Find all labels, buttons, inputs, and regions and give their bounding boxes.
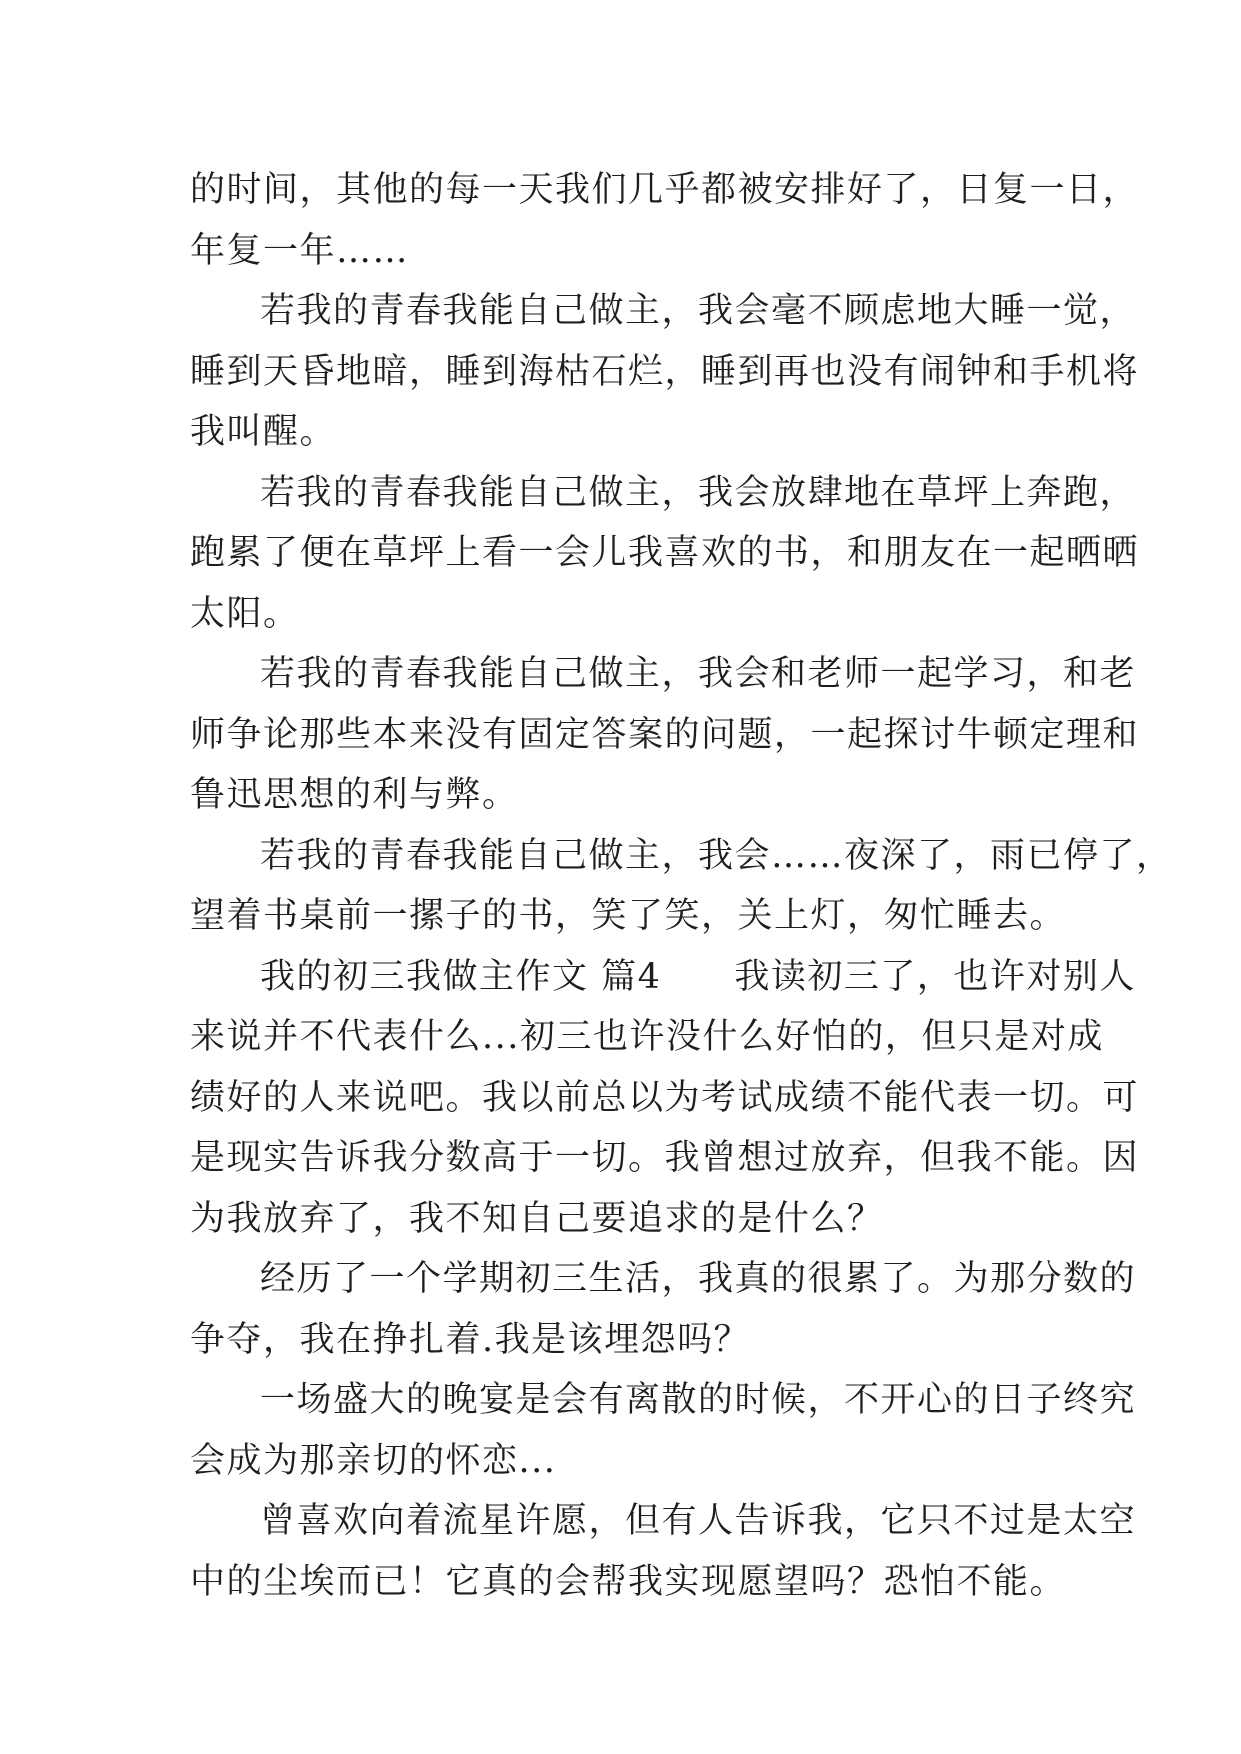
text-line: 来说并不代表什么...初三也许没什么好怕的，但只是对成: [190, 1017, 1104, 1057]
text-line: 若我的青春我能自己做主，我会放肆地在草坪上奔跑，: [260, 472, 1137, 513]
text-line: 为我放弃了，我不知自己要追求的是什么？: [190, 1198, 884, 1239]
text-line: 若我的青春我能自己做主，我会毫不顾虑地大睡一觉，: [260, 291, 1137, 331]
text-line: 是现实告诉我分数高于一切。我曾想过放弃，但我不能。因: [190, 1138, 1140, 1178]
text-line: 中的尘埃而已！它真的会帮我实现愿望吗？恐怕不能。: [190, 1561, 1067, 1602]
text-line: 鲁迅思想的利与弊。: [190, 775, 519, 815]
text-line: 睡到天昏地暗，睡到海枯石烂，睡到再也没有闹钟和手机将: [190, 351, 1140, 392]
text-line: 若我的青春我能自己做主，我会……夜深了，雨已停了，: [260, 835, 1173, 876]
text-line: 太阳。: [190, 593, 300, 634]
text-line: 一场盛大的晚宴是会有离散的时候，不开心的日子终究: [260, 1380, 1137, 1420]
text-line: 我叫醒。: [190, 412, 337, 452]
text-line: 经历了一个学期初三生活，我真的很累了。为那分数的: [260, 1259, 1137, 1299]
text-line: 师争论那些本来没有固定答案的问题，一起探讨牛顿定理和: [190, 714, 1140, 755]
text-line: 绩好的人来说吧。我以前总以为考试成绩不能代表一切。可: [190, 1077, 1140, 1118]
text-line: 会成为那亲切的怀恋...: [190, 1440, 557, 1481]
text-line: 的时间，其他的每一天我们几乎都被安排好了，日复一日，: [190, 170, 1140, 210]
text-line: 跑累了便在草坪上看一会儿我喜欢的书，和朋友在一起晒晒: [190, 533, 1140, 573]
document-body: [190, 160, 1173, 1612]
text-line: 望着书桌前一摞子的书，笑了笑，关上灯，匆忙睡去。: [190, 896, 1067, 936]
text-line: 争夺，我在挣扎着.我是该埋怨吗？: [190, 1319, 751, 1360]
text-line: 我的初三我做主作文 篇4 我读初三了，也许对别人: [260, 956, 1136, 997]
text-line: 若我的青春我能自己做主，我会和老师一起学习，和老: [260, 654, 1137, 694]
text-line: 曾喜欢向着流星许愿，但有人告诉我，它只不过是太空: [260, 1501, 1137, 1541]
text-line: 年复一年……: [190, 230, 410, 271]
